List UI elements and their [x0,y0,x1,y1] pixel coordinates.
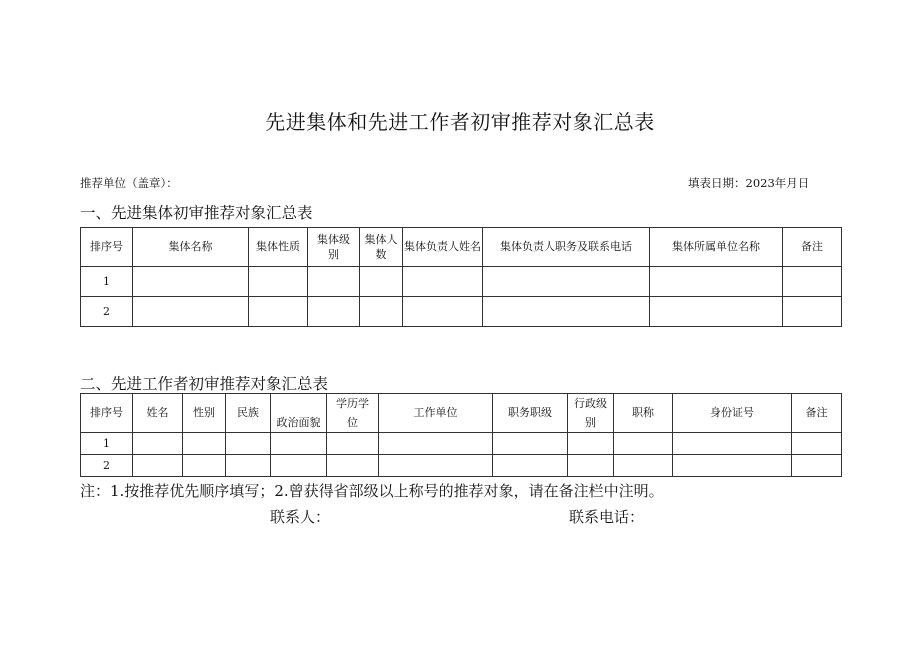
section2-heading: 二、先进工作者初审推荐对象汇总表 [80,375,329,393]
table-cell[interactable] [249,267,308,297]
table-cell[interactable]: 1 [81,433,133,455]
header-cell: 性别 [183,394,226,433]
table-cell[interactable]: 1 [81,267,133,297]
header-text: 集体级别 [317,233,350,261]
table-cell[interactable] [568,455,614,477]
header-cell: 职务职级 [493,394,568,433]
fill-date-label: 填表日期：2023年月日 [688,176,810,190]
header-cell: 集体性质 [249,228,308,267]
header-cell [308,228,360,267]
header-cell: 政治面貌 [271,394,327,433]
table-cell[interactable] [483,267,650,297]
table-cell[interactable] [792,455,842,477]
table-cell[interactable] [403,297,483,327]
header-cell: 工作单位 [379,394,493,433]
table-cell[interactable] [403,267,483,297]
table-row [81,297,842,327]
header-cell [360,228,403,267]
table-row [81,267,842,297]
header-text: 行政级别 [574,397,607,429]
table-row [81,433,842,455]
table-cell[interactable] [226,455,271,477]
header-cell: 民族 [226,394,271,433]
header-cell: 备注 [792,394,842,433]
table-cell[interactable] [673,455,792,477]
table-cell[interactable] [360,267,403,297]
collective-table [80,227,842,327]
table-cell[interactable] [568,433,614,455]
table-cell[interactable] [792,433,842,455]
table-cell[interactable] [783,267,842,297]
table-cell[interactable] [493,433,568,455]
table-cell[interactable] [133,433,183,455]
table-cell[interactable] [133,297,249,327]
table-cell[interactable] [308,267,360,297]
table-cell[interactable] [226,433,271,455]
table-cell[interactable] [483,297,650,327]
table-cell[interactable] [249,297,308,327]
header-cell: 身份证号 [673,394,792,433]
header-cell: 姓名 [133,394,183,433]
table-cell[interactable] [133,455,183,477]
table-cell[interactable] [614,455,673,477]
section1-heading: 一、先进集体初审推荐对象汇总表 [80,204,313,222]
table-cell[interactable] [379,455,493,477]
header-cell [327,394,379,433]
header-cell: 集体名称 [133,228,249,267]
table-cell[interactable] [650,297,783,327]
table-cell[interactable] [673,433,792,455]
contact-person-label: 联系人： [270,508,331,526]
table-cell[interactable]: 2 [81,455,133,477]
table-header-row [81,228,842,267]
header-cell [568,394,614,433]
table-cell[interactable] [360,297,403,327]
table-cell[interactable] [271,433,327,455]
table-cell[interactable] [308,297,360,327]
table-cell[interactable] [133,267,249,297]
header-cell: 职称 [614,394,673,433]
table-header-row [81,394,842,433]
page-title: 先进集体和先进工作者初审推荐对象汇总表 [265,110,655,134]
table-cell[interactable] [327,455,379,477]
table-cell[interactable] [379,433,493,455]
header-cell: 备注 [783,228,842,267]
header-cell: 集体负责人职务及联系电话 [483,228,650,267]
header-cell: 集体所属单位名称 [650,228,783,267]
footnote: 注：1.按推荐优先顺序填写；2.曾获得省部级以上称号的推荐对象，请在备注栏中注明。 [80,482,664,500]
table-cell[interactable] [650,267,783,297]
header-cell: 排序号 [81,394,133,433]
header-cell: 集体负责人姓名 [403,228,483,267]
table-cell[interactable] [783,297,842,327]
table-cell[interactable] [614,433,673,455]
header-cell: 排序号 [81,228,133,267]
table-cell[interactable] [183,455,226,477]
recommending-unit-label: 推荐单位（盖章）： [80,176,178,190]
table-cell[interactable] [183,433,226,455]
worker-table [80,393,842,477]
table-row [81,455,842,477]
table-cell[interactable] [327,433,379,455]
table-cell[interactable] [493,455,568,477]
table-cell[interactable]: 2 [81,297,133,327]
table-cell[interactable] [271,455,327,477]
header-text: 学历学位 [336,397,369,429]
header-text: 集体人数 [364,233,398,261]
contact-phone-label: 联系电话： [569,508,645,526]
